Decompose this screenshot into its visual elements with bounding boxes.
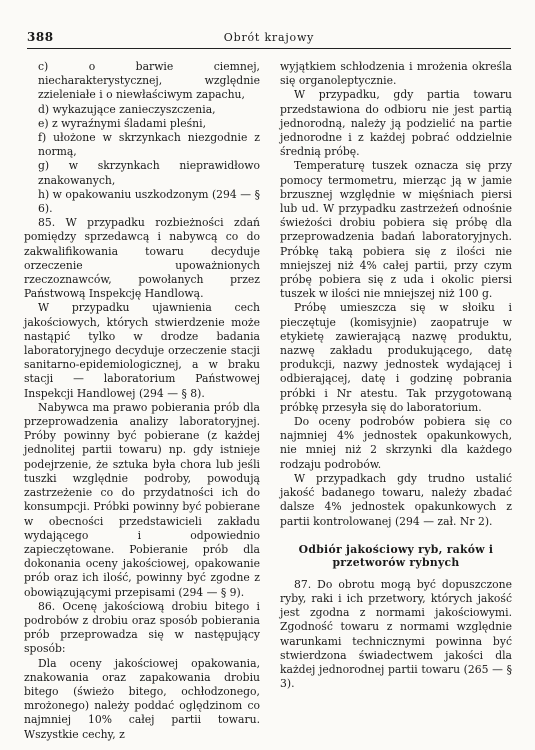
list-item: c) o barwie ciemnej, niecharakterystycznej, względnie zzieleniałe i o niewłaściwym zapachu,	[38, 60, 260, 102]
running-title: Obrót krajowy	[223, 31, 315, 44]
paragraph: Do oceny podrobów pobiera się co najmniej 4% jednostek opakunkowych, nie mniej niż 2 skrzynki dla każdego rodzaju podrobów.	[280, 415, 512, 471]
paragraph: 87. Do obrotu mogą być dopuszczone ryby, raki i ich przetwory, których jakość jest zgodna z normami jakościowymi. Zgodność towaru z normami względnie warunkami technicznymi powinna być stwierdzona świadectwem jakości dla każdej jednorodnej partii towaru (265 — § 3).	[280, 577, 512, 691]
paragraph: W przypadkach gdy trudno ustalić jakość badanego towaru, należy zbadać dalsze 4% jednostek opakunkowych z partii kontrolowanej (294 — zał. Nr 2).	[280, 471, 512, 528]
page-header	[27, 30, 511, 49]
paragraph: Dla oceny jakościowej opakowania, znakowania oraz zapakowania drobiu bitego (świeżo bitego, ochłodzonego, mrożonego) należy poddać oględzinom co najmniej 10% całej partii towaru. Wszystkie cechy, z	[24, 656, 260, 741]
continued-paragraph: wyjątkiem schłodzenia i mrożenia określa się organoleptycznie.	[280, 60, 512, 88]
right-text-column	[280, 60, 512, 691]
list-item: f) ułożone w skrzynkach niezgodnie z normą,	[38, 131, 260, 159]
left-text-column	[24, 60, 260, 742]
section-heading: Odbiór jakościowy ryb, raków i przetworów rybnych	[298, 542, 494, 570]
paragraph: Temperaturę tuszek oznacza się przy pomocy termometru, mierząc ją w jamie brzusznej względnie w mięśniach piersi lub ud. W przypadku zastrzeżeń odnośnie świeżości drobiu pobiera się próbę dla przeprowadzenia badań laboratoryjnych. Próbkę taką pobiera się z ilości nie mniejszej niż 4% całej partii, przy czym próbę pobiera się z uda i okolic piersi tuszek w ilości nie mniejszej niż 100 g.	[280, 159, 512, 301]
paragraph: W przypadku, gdy partia towaru przedstawiona do odbioru nie jest partią jednorodną, należy ją podzielić na partie jednorodne i z każdej pobrać oddzielnie średnią próbę.	[280, 88, 512, 159]
paragraph: 85. W przypadku rozbieżności zdań pomiędzy sprzedawcą i nabywcą co do zakwalifikowania towaru decyduje orzeczenie upoważnionych rzeczoznawców, powołanych przez Państwową Inspekcję Handlową.	[24, 216, 260, 301]
paragraph: Próbę umieszcza się w słoiku i pieczętuje (komisyjnie) zaopatruje w etykietę zawierającą nazwę produktu, nazwę zakładu produkującego, datę produkcji, nazwy jednostek wydającej i odbierającej, datę i godzinę pobrania próbki i Nr atestu. Tak przygotowaną próbkę przesyła się do laboratorium.	[280, 301, 512, 414]
paragraph: W przypadku ujawnienia cech jakościowych, których stwierdzenie może nastąpić tylko w drodze badania laboratoryjnego decyduje orzeczenie stacji sanitarno-epidemiologicznej, a w braku stacji — laboratorium Państwowej Inspekcji Handlowej (294 — § 8).	[24, 301, 260, 400]
list-item: e) z wyraźnymi śladami pleśni,	[38, 116, 206, 130]
paragraph: 86. Ocenę jakościową drobiu bitego i podrobów z drobiu oraz sposób pobierania prób przeprowadza się w następujący sposób:	[24, 599, 260, 656]
list-item: d) wykazujące zanieczyszczenia,	[38, 102, 216, 116]
list-item: h) w opakowaniu uszkodzonym (294 — § 6).	[38, 187, 260, 216]
paragraph: Nabywca ma prawo pobierania prób dla przeprowadzenia analizy laboratoryjnej. Próby powinny być pobierane (z każdej jednolitej partii towaru) np. gdy istnieje podejrzenie, że sztuka była chora lub jeśli tuszki względnie podroby, powodują zastrzeżenie co do przydatności ich do konsumpcji. Próbki powinny być pobierane w obecności przedstawicieli zakładu wydającego i odpowiednio zapieczętowane. Pobieranie prób dla dokonania oceny jakościowej, opakowanie prób oraz ich ilość, powinny być zgodne z obowiązującymi przepisami (294 — § 9).	[24, 400, 260, 599]
list-item: g) w skrzynkach nieprawidłowo znakowanych,	[38, 159, 260, 187]
page-number: 388	[27, 30, 54, 44]
